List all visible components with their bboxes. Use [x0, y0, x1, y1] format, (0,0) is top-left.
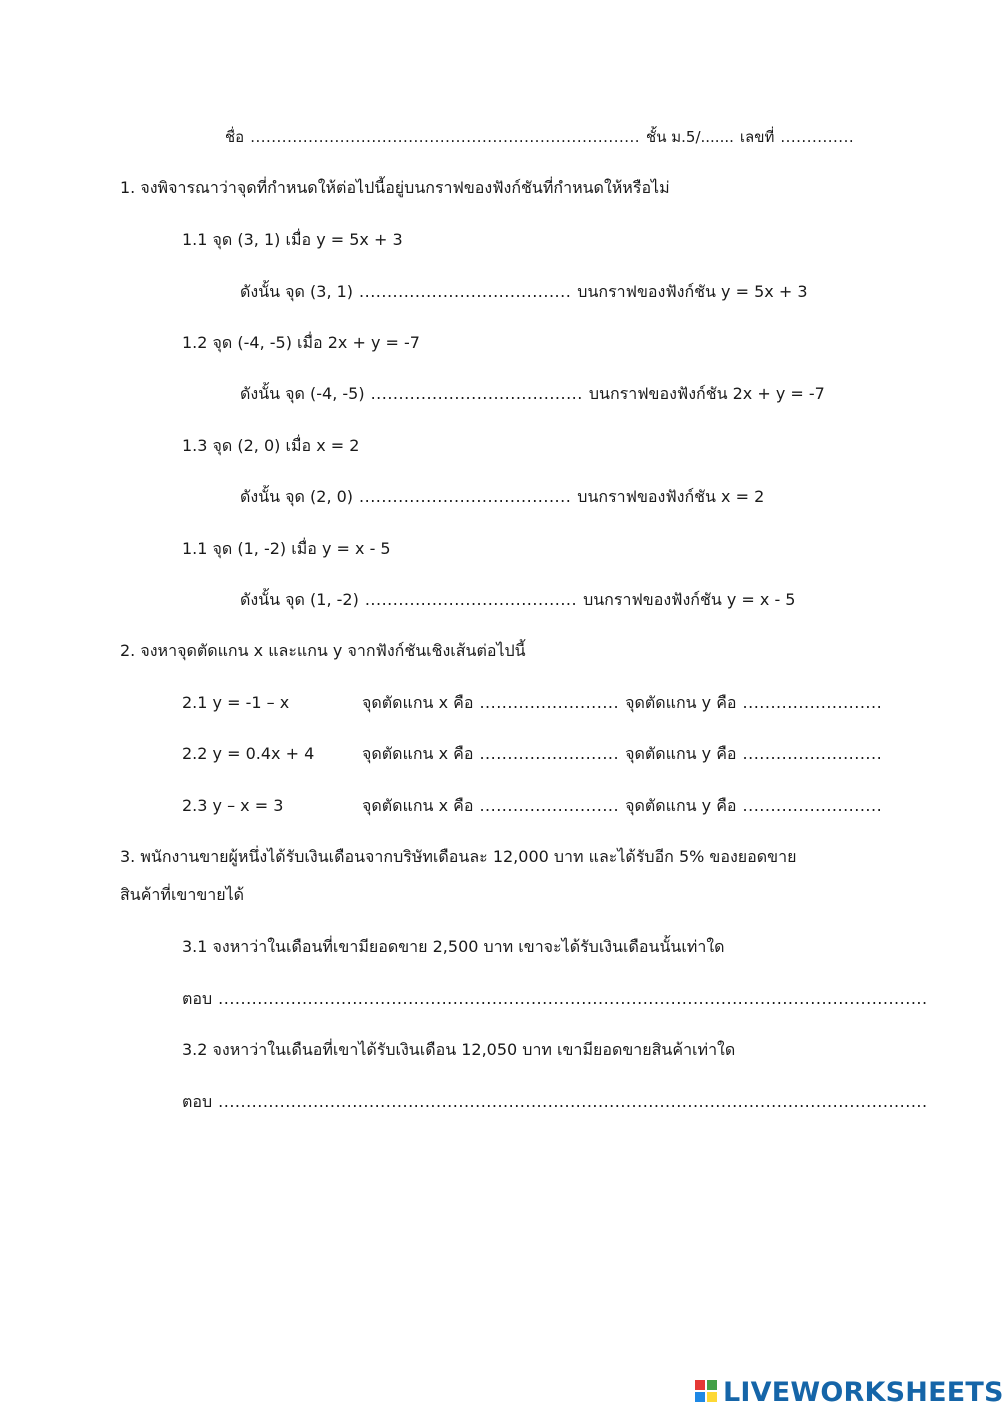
class-label[interactable]: ชั้น ม.5/....... [646, 128, 734, 146]
answer-3-1 [182, 987, 928, 1011]
question-2-3 [182, 794, 882, 818]
function-label: 2.2 y = 0.4x + 4 [182, 744, 315, 763]
question-1-2: 1.2 จุด (-4, -5) เมื่อ 2x + y = -7 [182, 333, 420, 352]
question-2-1 [182, 691, 882, 715]
function-label: 2.1 y = -1 – x [182, 693, 290, 712]
question-1-3: 1.3 จุด (2, 0) เมื่อ x = 2 [182, 436, 360, 455]
logo-text: LIVEWORKSHEETS [723, 1376, 1004, 1408]
answer-blank[interactable]: ............................................................................................................................... [218, 1092, 928, 1111]
answer-suffix: บนกราฟของฟังก์ชัน x = 2 [577, 487, 765, 506]
y-intercept-blank[interactable]: ......................... [742, 796, 883, 815]
x-intercept-label: จุดตัดแกน x คือ [362, 744, 474, 763]
answer-suffix: บนกราฟของฟังก์ชัน y = x - 5 [583, 590, 796, 609]
question-1-4: 1.1 จุด (1, -2) เมื่อ y = x - 5 [182, 539, 391, 558]
answer-prefix: ดังนั้น จุด (2, 0) [240, 487, 354, 506]
question-3-2: 3.2 จงหาว่าในเดืนอที่เขาได้รับเงินเดือน 12,050 บาท เขามียอดขายสินค้าเท่าใด [182, 1040, 736, 1059]
logo-mark-icon [695, 1380, 719, 1404]
answer-prefix: ดังนั้น จุด (-4, -5) [240, 384, 365, 403]
answer-blank[interactable]: ...................................... [364, 590, 578, 609]
answer-label: ตอบ [182, 1092, 213, 1111]
x-intercept-blank[interactable]: ......................... [479, 796, 620, 815]
name-blank[interactable]: .......................................................................... [250, 128, 641, 146]
student-info-header [225, 125, 854, 149]
question-2-title: 2. จงหาจุดตัดแกน x และแกน y จากฟังก์ชันเชิงเส้นต่อไปนี้ [120, 641, 526, 660]
question-3-title-line-2: สินค้าที่เขาขายได้ [120, 885, 245, 904]
answer-suffix: บนกราฟของฟังก์ชัน 2x + y = -7 [588, 384, 825, 403]
number-label: เลขที่ [739, 128, 775, 146]
y-intercept-blank[interactable]: ......................... [742, 693, 883, 712]
y-intercept-blank[interactable]: ......................... [742, 744, 883, 763]
answer-blank[interactable]: ............................................................................................................................... [218, 989, 928, 1008]
answer-suffix: บนกราฟของฟังก์ชัน y = 5x + 3 [577, 282, 808, 301]
x-intercept-label: จุดตัดแกน x คือ [362, 693, 474, 712]
question-2-2 [182, 742, 882, 766]
liveworksheets-logo [695, 1374, 1004, 1410]
x-intercept-blank[interactable]: ......................... [479, 693, 620, 712]
question-1-1: 1.1 จุด (3, 1) เมื่อ y = 5x + 3 [182, 230, 403, 249]
answer-1-3 [240, 485, 764, 509]
answer-prefix: ดังนั้น จุด (3, 1) [240, 282, 354, 301]
answer-label: ตอบ [182, 989, 213, 1008]
answer-blank[interactable]: ...................................... [359, 487, 572, 506]
answer-1-4 [240, 588, 795, 612]
question-1-title: 1. จงพิจารณาว่าจุดที่กำหนดให้ต่อไปนี้อยู่บนกราฟของฟังก์ชันที่กำหนดให้หรือไม่ [120, 178, 670, 197]
x-intercept-blank[interactable]: ......................... [479, 744, 620, 763]
function-label: 2.3 y – x = 3 [182, 796, 284, 815]
y-intercept-label: จุดตัดแกน y คือ [625, 796, 737, 815]
answer-blank[interactable]: ...................................... [359, 282, 572, 301]
y-intercept-label: จุดตัดแกน y คือ [625, 693, 737, 712]
number-blank[interactable]: .............. [780, 128, 855, 146]
question-3-title-line-1: 3. พนักงานขายผู้หนึ่งได้รับเงินเดือนจากบริษัทเดือนละ 12,000 บาท และได้รับอีก 5% ของยอดขาย [120, 847, 797, 866]
question-3-1: 3.1 จงหาว่าในเดือนที่เขามียอดขาย 2,500 บาท เขาจะได้รับเงินเดือนนั้นเท่าใด [182, 937, 725, 956]
name-label: ชื่อ [225, 128, 245, 146]
answer-3-2 [182, 1090, 928, 1114]
answer-1-2 [240, 382, 825, 406]
answer-1-1 [240, 280, 808, 304]
answer-blank[interactable]: ...................................... [370, 384, 583, 403]
answer-prefix: ดังนั้น จุด (1, -2) [240, 590, 359, 609]
x-intercept-label: จุดตัดแกน x คือ [362, 796, 474, 815]
y-intercept-label: จุดตัดแกน y คือ [625, 744, 737, 763]
